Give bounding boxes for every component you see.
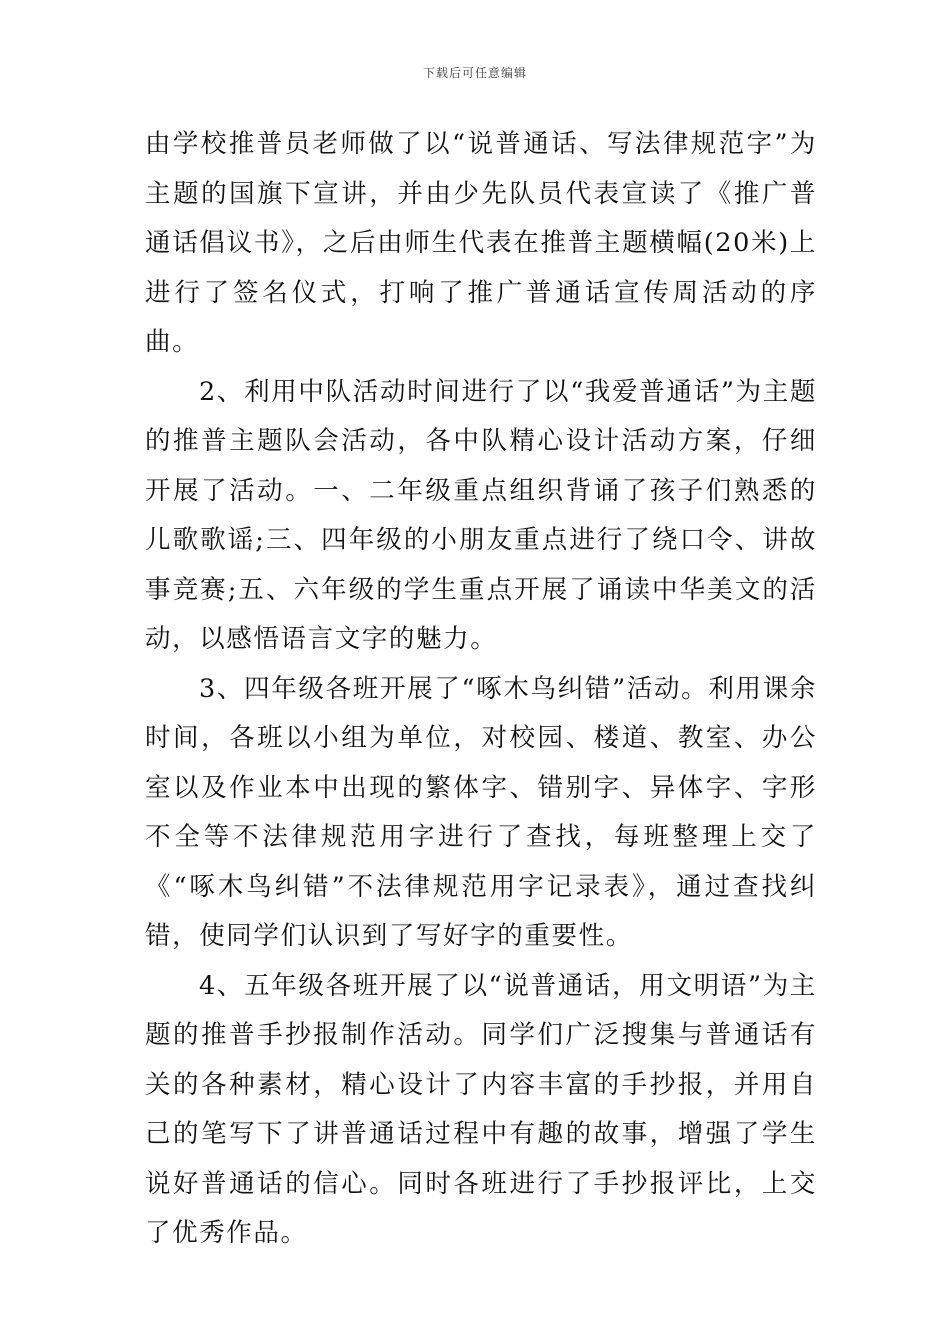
document-body — [145, 120, 817, 1259]
paragraph-continuation: 由学校推普员老师做了以“说普通话、写法律规范字”为主题的国旗下宣讲，并由少先队员代表宣读了《推广普通话倡议书》，之后由师生代表在推普主题横幅(20米)上进行了签名仪式，打响了推广普通话宣传周活动的序曲。 — [145, 129, 817, 357]
paragraph-item-3: 3、四年级各班开展了“啄木鸟纠错”活动。利用课余时间，各班以小组为单位，对校园、楼道、教室、办公室以及作业本中出现的繁体字、错别字、异体字、字形不全等不法律规范用字进行了查找，每班整理上交了《“啄木鸟纠错”不法律规范用字记录表》，通过查找纠错，使同学们认识到了写好字的重要性。 — [145, 673, 817, 951]
paragraph-item-2: 2、利用中队活动时间进行了以“我爱普通话”为主题的推普主题队会活动，各中队精心设计活动方案，仔细开展了活动。一、二年级重点组织背诵了孩子们熟悉的儿歌歌谣;三、四年级的小朋友重点进行了绕口令、讲故事竞赛;五、六年级的学生重点开展了诵读中华美文的活动，以感悟语言文字的魅力。 — [145, 376, 817, 654]
paragraph-item-4: 4、五年级各班开展了以“说普通话，用文明语”为主题的推普手抄报制作活动。同学们广泛搜集与普通话有关的各种素材，精心设计了内容丰富的手抄报，并用自己的笔写下了讲普通话过程中有趣的故事，增强了学生说好普通话的信心。同时各班进行了手抄报评比，上交了优秀作品。 — [145, 970, 817, 1248]
download-note: 下载后可任意编辑 — [422, 66, 527, 80]
